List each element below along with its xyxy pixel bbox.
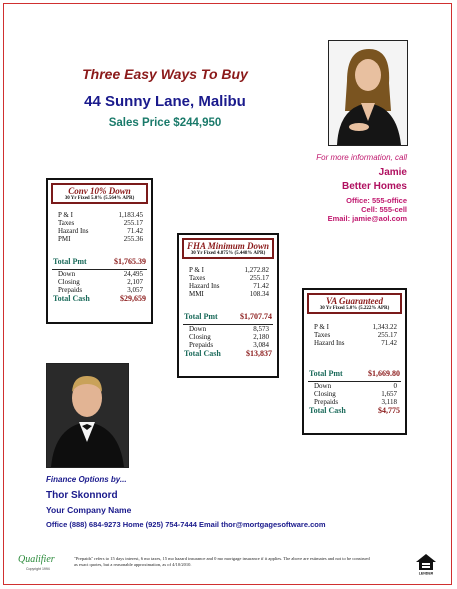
loan-officer-name: Thor Skonnord bbox=[46, 490, 118, 501]
loan-box-conv bbox=[46, 178, 153, 324]
agent-company: Better Homes bbox=[341, 181, 407, 192]
payment-row bbox=[179, 274, 277, 282]
row-label: Prepaids bbox=[314, 398, 339, 406]
loan-rate: 30 Yr Fixed 4.875% (5.448% APR) bbox=[190, 251, 266, 256]
row-value: 255.17 bbox=[249, 274, 269, 282]
row-value: 71.42 bbox=[381, 339, 397, 347]
payment-row bbox=[304, 339, 405, 347]
row-value: 255.17 bbox=[377, 331, 397, 339]
cash-row bbox=[179, 325, 277, 333]
cash-row bbox=[304, 398, 405, 406]
loan-officer-photo bbox=[46, 363, 129, 468]
total-payment-label: Total Pmt bbox=[53, 257, 87, 266]
total-cash-label: Total Cash bbox=[309, 406, 346, 415]
agent-cell-phone: Cell: 555-cell bbox=[361, 205, 407, 214]
payment-row bbox=[304, 323, 405, 331]
equal-housing-lender-logo bbox=[415, 553, 437, 575]
loan-name: Conv 10% Down bbox=[68, 186, 131, 196]
agent-photo bbox=[328, 40, 408, 146]
row-value: 1,272.82 bbox=[244, 266, 269, 274]
row-label: Prepaids bbox=[189, 341, 214, 349]
row-label: P & I bbox=[189, 266, 204, 274]
total-payment-label: Total Pmt bbox=[184, 312, 218, 321]
total-cash bbox=[304, 406, 405, 415]
total-cash-value: $13,837 bbox=[246, 349, 272, 358]
total-payment-value: $1,669.80 bbox=[368, 369, 400, 378]
total-payment bbox=[179, 312, 277, 321]
row-label: Hazard Ins bbox=[58, 227, 89, 235]
row-value: 108.34 bbox=[249, 290, 269, 298]
row-value: 71.42 bbox=[253, 282, 269, 290]
eh-logo-text: LENDER bbox=[418, 571, 434, 575]
total-cash bbox=[179, 349, 277, 358]
row-label: Taxes bbox=[58, 219, 75, 227]
row-value: 3,084 bbox=[253, 341, 269, 349]
row-label: P & I bbox=[314, 323, 329, 331]
row-label: Hazard Ins bbox=[189, 282, 220, 290]
row-label: Taxes bbox=[189, 274, 206, 282]
qualifier-logo bbox=[18, 551, 58, 573]
total-payment bbox=[304, 369, 405, 378]
row-label: Down bbox=[189, 325, 207, 333]
total-cash-value: $4,775 bbox=[378, 406, 400, 415]
total-payment bbox=[48, 257, 151, 266]
total-payment-label: Total Pmt bbox=[309, 369, 343, 378]
agent-email: Email: jamie@aol.com bbox=[327, 214, 407, 223]
row-value: 2,107 bbox=[127, 278, 143, 286]
row-value: 8,573 bbox=[253, 325, 269, 333]
loan-header bbox=[182, 238, 274, 259]
payment-row bbox=[48, 211, 151, 219]
agent-name: Jamie bbox=[378, 167, 407, 178]
cash-row bbox=[48, 286, 151, 294]
row-value: 24,495 bbox=[123, 270, 143, 278]
loan-header bbox=[51, 183, 148, 204]
logo-copyright: Copyright 1994 bbox=[26, 567, 50, 571]
total-cash-label: Total Cash bbox=[184, 349, 221, 358]
property-address: 44 Sunny Lane, Malibu bbox=[84, 93, 246, 110]
payment-row bbox=[304, 331, 405, 339]
loan-rate: 30 Yr Fixed 5.0% (5.222% APR) bbox=[319, 306, 390, 311]
payment-row bbox=[179, 282, 277, 290]
row-label: Hazard Ins bbox=[314, 339, 345, 347]
payment-row bbox=[48, 235, 151, 243]
total-cash-label: Total Cash bbox=[53, 294, 90, 303]
row-value: 0 bbox=[393, 382, 397, 390]
row-value: 1,343.22 bbox=[372, 323, 397, 331]
loan-officer-company: Your Company Name bbox=[46, 505, 132, 515]
cash-row bbox=[304, 390, 405, 398]
cash-row bbox=[179, 333, 277, 341]
loan-box-va bbox=[302, 288, 407, 435]
row-label: Down bbox=[58, 270, 76, 278]
row-value: 255.36 bbox=[123, 235, 143, 243]
logo-text: Qualifier bbox=[18, 554, 55, 565]
loan-name: VA Guaranteed bbox=[325, 296, 384, 306]
loan-officer-contacts: Office (888) 684-9273 Home (925) 754-7444 Email thor@mortgagesoftware.com bbox=[46, 520, 326, 529]
row-label: Prepaids bbox=[58, 286, 83, 294]
loan-header bbox=[307, 293, 402, 314]
loan-name: FHA Minimum Down bbox=[186, 241, 270, 251]
cash-row bbox=[48, 270, 151, 278]
total-cash bbox=[48, 294, 151, 303]
agent-office-phone: Office: 555-office bbox=[346, 196, 407, 205]
row-label: MMI bbox=[189, 290, 204, 298]
total-payment-value: $1,765.39 bbox=[114, 257, 146, 266]
row-value: 1,657 bbox=[381, 390, 397, 398]
payment-row bbox=[179, 290, 277, 298]
row-value: 1,183.45 bbox=[118, 211, 143, 219]
finance-options-label: Finance Options by... bbox=[46, 475, 127, 484]
cash-row bbox=[179, 341, 277, 349]
footnote: "Prepaids" refers to 15 days interest, 6 mo taxes, 15 mo hazard insurance and 0 mo mortgage insurance if it applies. The above are estimates and not to be construed as exact quotes, but a reasonable approximation, as of 4/10/2010. bbox=[74, 556, 370, 567]
total-cash-value: $29,659 bbox=[120, 294, 146, 303]
loan-rate: 30 Yr Fixed 5.0% (5.564% APR) bbox=[64, 196, 135, 201]
loan-box-fha bbox=[177, 233, 279, 378]
headline: Three Easy Ways To Buy bbox=[82, 66, 248, 82]
row-label: Closing bbox=[189, 333, 211, 341]
row-label: Closing bbox=[58, 278, 80, 286]
more-info-label: For more information, call bbox=[316, 153, 407, 162]
row-value: 3,118 bbox=[381, 398, 397, 406]
row-value: 3,057 bbox=[127, 286, 143, 294]
row-value: 255.17 bbox=[123, 219, 143, 227]
payment-row bbox=[179, 266, 277, 274]
sales-price: Sales Price $244,950 bbox=[108, 117, 222, 129]
payment-row bbox=[48, 227, 151, 235]
row-label: PMI bbox=[58, 235, 71, 243]
row-value: 2,180 bbox=[253, 333, 269, 341]
payment-row bbox=[48, 219, 151, 227]
row-value: 71.42 bbox=[127, 227, 143, 235]
cash-row bbox=[304, 382, 405, 390]
total-payment-value: $1,707.74 bbox=[240, 312, 272, 321]
row-label: P & I bbox=[58, 211, 73, 219]
row-label: Taxes bbox=[314, 331, 331, 339]
cash-row bbox=[48, 278, 151, 286]
row-label: Down bbox=[314, 382, 332, 390]
row-label: Closing bbox=[314, 390, 336, 398]
